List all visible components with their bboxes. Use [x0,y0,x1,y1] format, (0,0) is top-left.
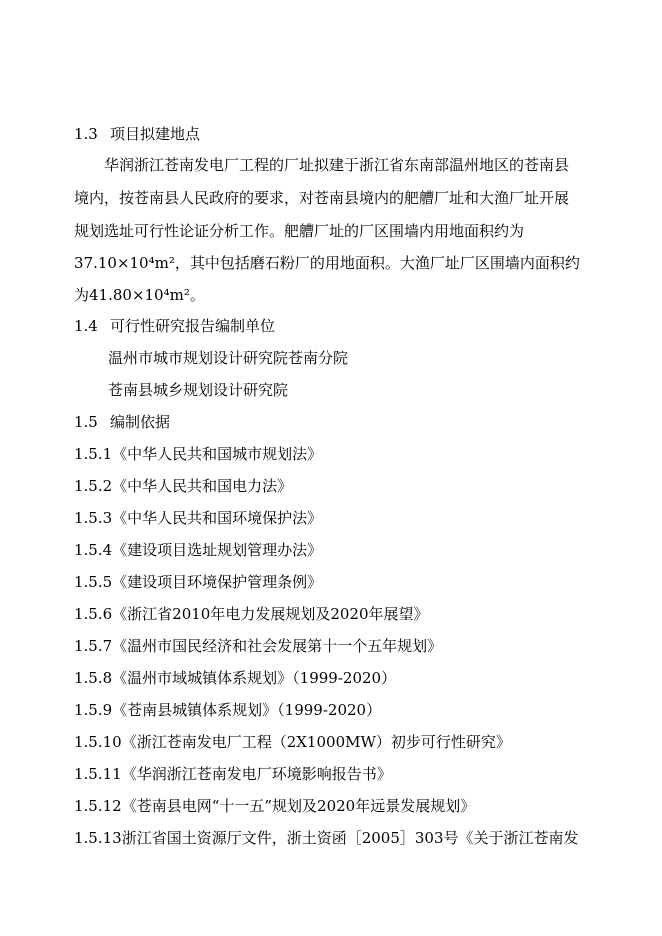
section-number: 1.5 [74,413,98,431]
paragraph-line: 规划选址可行性论证分析工作。舥艚厂址的厂区围墙内用地面积约为 [74,222,525,240]
section-heading-1-4 [74,316,275,336]
paragraph-line: 华润浙江苍南发电厂工程的厂址拟建于浙江省东南部温州地区的苍南县 [104,156,570,174]
reference-item: 1.5.13浙江省国土资源厅文件，浙土资函［2005］303号《关于浙江苍南发 [74,829,579,847]
section-number: 1.3 [74,125,98,143]
reference-item: 1.5.9《苍南县城镇体系规划》（1999-2020） [74,701,382,719]
section-number: 1.4 [74,317,98,335]
paragraph-line: 37.10×10⁴m²，其中包括磨石粉厂的用地面积。大渔厂址厂区围墙内面积约 [74,254,580,272]
section-title: 编制依据 [110,413,171,431]
section-heading-1-3 [74,124,200,144]
section-heading-1-5 [74,412,170,432]
section-title: 项目拟建地点 [110,125,201,143]
reference-item: 1.5.3《中华人民共和国环境保护法》 [74,509,323,527]
reference-item: 1.5.10《浙江苍南发电厂工程（2X1000MW）初步可行性研究》 [74,733,511,751]
reference-item: 1.5.8《温州市域城镇体系规划》（1999-2020） [74,669,397,687]
reference-item: 1.5.11《华润浙江苍南发电厂环境影响报告书》 [74,765,392,783]
reference-item: 1.5.6《浙江省2010年电力发展规划及2020年展望》 [74,605,429,623]
compiling-unit: 温州市城市规划设计研究院苍南分院 [108,349,349,367]
reference-item: 1.5.1《中华人民共和国城市规划法》 [74,445,323,463]
reference-item: 1.5.4《建设项目选址规划管理办法》 [74,541,323,559]
compiling-unit: 苍南县城乡规划设计研究院 [108,381,289,399]
paragraph-line: 境内，按苍南县人民政府的要求，对苍南县境内的舥艚厂址和大渔厂址开展 [74,189,570,207]
reference-item: 1.5.7《温州市国民经济和社会发展第十一个五年规划》 [74,637,443,655]
section-title: 可行性研究报告编制单位 [110,317,276,335]
paragraph-line: 为41.80×10⁴m²。 [74,286,205,304]
reference-item: 1.5.5《建设项目环境保护管理条例》 [74,573,323,591]
reference-item: 1.5.12《苍南县电网“十一五”规划及2020年远景发展规划》 [74,797,476,815]
reference-item: 1.5.2《中华人民共和国电力法》 [74,477,293,495]
